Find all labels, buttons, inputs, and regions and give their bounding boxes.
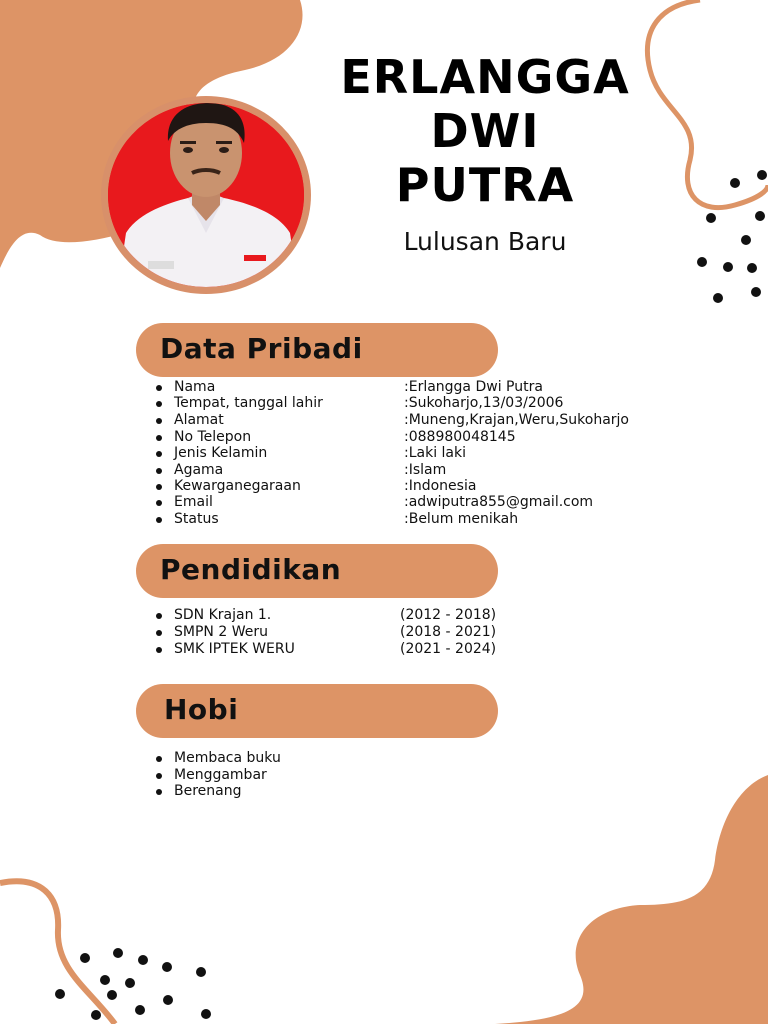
- full-name: [320, 50, 650, 212]
- bullet-icon: [156, 517, 162, 523]
- bullet-icon: [156, 435, 162, 441]
- bullet-icon: [156, 789, 162, 795]
- bullet-icon: [156, 451, 162, 457]
- section-title: Data Pribadi: [160, 332, 363, 365]
- bullet-icon: [156, 773, 162, 779]
- bullet-icon: [156, 418, 162, 424]
- bullet-icon: [156, 756, 162, 762]
- role-subtitle: Lulusan Baru: [403, 227, 567, 256]
- bullet-icon: [156, 468, 162, 474]
- bullet-icon: [156, 401, 162, 407]
- bottom-left-dots: [55, 948, 211, 1020]
- section-header-data-pribadi: [136, 323, 498, 377]
- bullet-icon: [156, 647, 162, 653]
- section-title: Pendidikan: [160, 553, 342, 586]
- section-title: Hobi: [164, 693, 239, 726]
- bullet-icon: [156, 385, 162, 391]
- name-line-2: DWI: [430, 104, 540, 158]
- bullet-icon: [156, 613, 162, 619]
- portrait-photo: [108, 103, 304, 287]
- bullet-icon: [156, 630, 162, 636]
- bullet-icon: [156, 500, 162, 506]
- section-header-hobi: [136, 684, 498, 738]
- bottom-left-outline: [0, 881, 115, 1024]
- name-line-3: PUTRA: [395, 158, 575, 212]
- name-line-1: ERLANGGA: [340, 50, 630, 104]
- bullet-icon: [156, 484, 162, 490]
- top-right-dots: [697, 170, 767, 303]
- top-right-outline: [647, 0, 768, 208]
- section-header-pendidikan: [136, 544, 498, 598]
- bottom-right-blob: [495, 775, 768, 1024]
